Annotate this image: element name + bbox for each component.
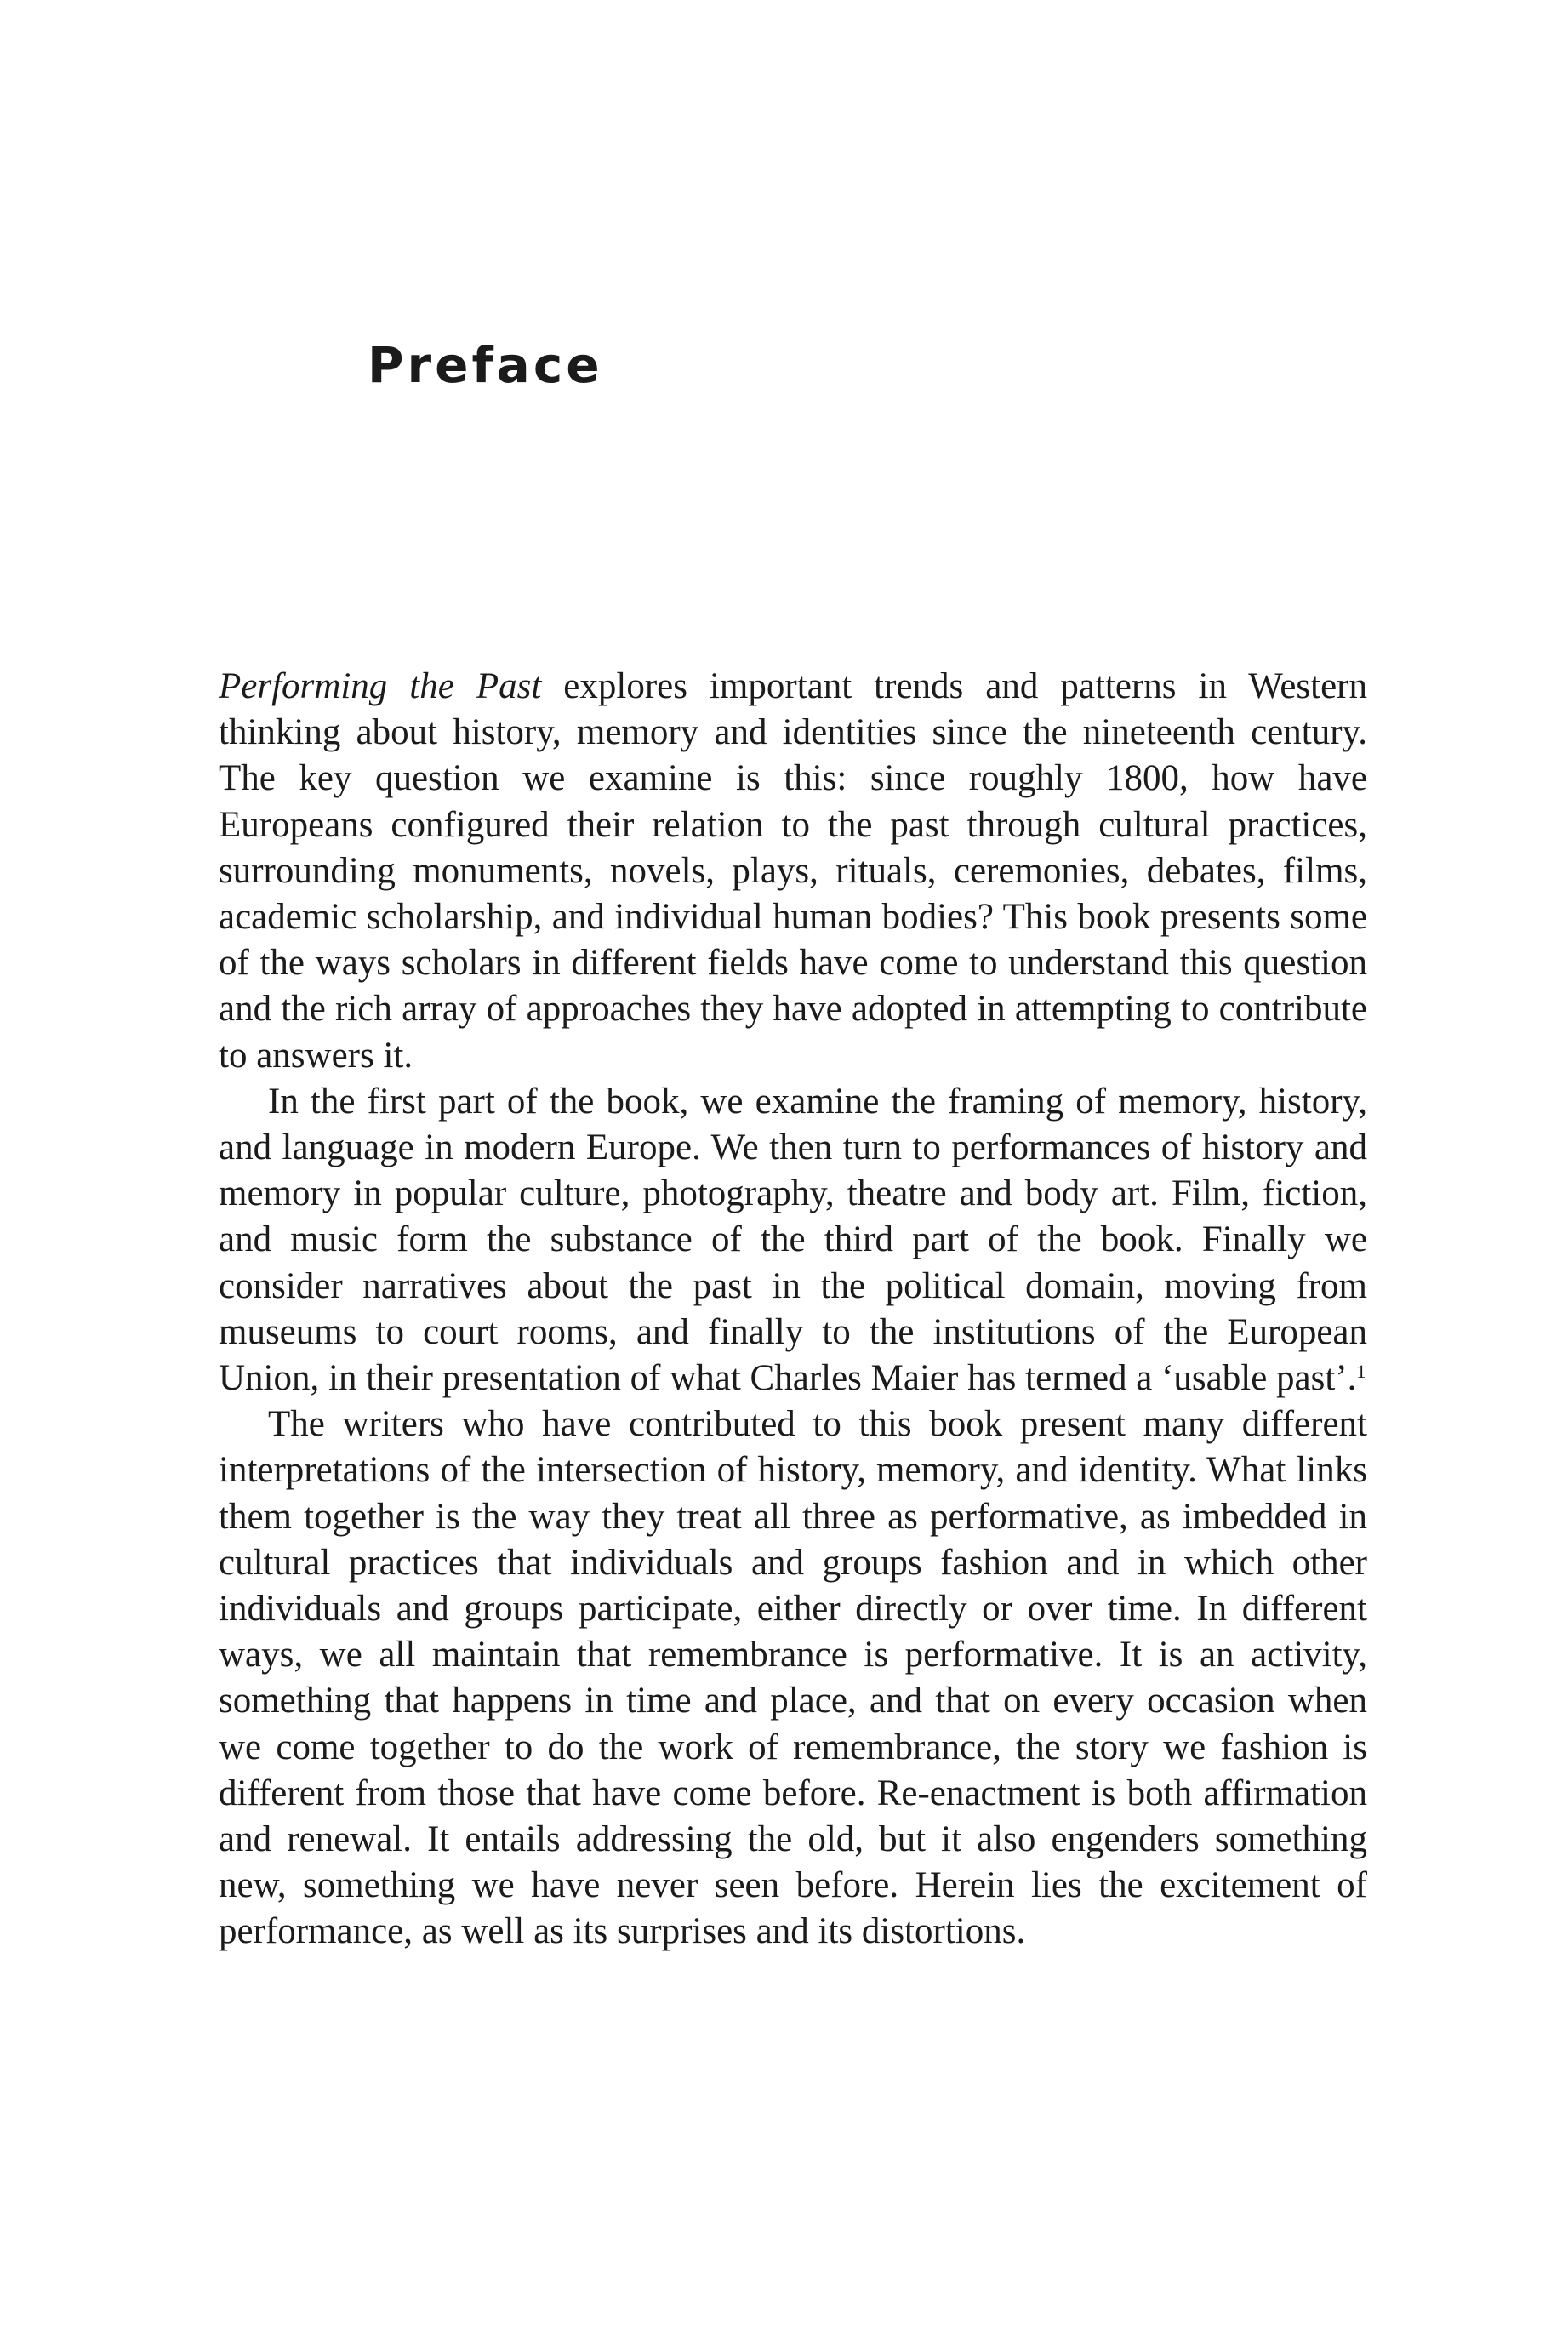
paragraph-1 [219, 664, 1367, 1079]
paragraph-3 [219, 1401, 1367, 1955]
paragraph-2-text: In the first part of the book, we examine the framing of memory, history, and language in modern Europe. We then turn to performances of history and memory in popular culture, photography, theatre and body art. Film, fiction, and music form the substance of the third part of the book. Finally we consider narratives about the past in the political domain, moving from museums to court rooms, and finally to the institutions of the European Union, in their presentation of what Charles Maier has termed a ‘usable past’. [219, 1081, 1367, 1399]
paragraph-3-text: The writers who have contributed to this book present many different interpretations of the intersection of history, memory, and identity. What links them together is the way they treat all three as performative, as imbedded in cultural practices that individuals and groups fashion and in which other individuals and groups participate, either directly or over time. In different ways, we all maintain that remembrance is performative. It is an activity, something that happens in time and place, and that on every occasion when we come together to do the work of remembrance, the story we fashion is different from those that have come before. Re-enactment is both affirmation and renewal. It entails addressing the old, but it also engenders something new, something we have never seen before. Herein lies the excitement of performance, as well as its surprises and its distortions. [219, 1404, 1367, 1952]
book-title-italic: Performing the Past [219, 666, 542, 706]
page-title: Preface [368, 336, 603, 394]
paragraph-1-text: explores important trends and patterns in Western thinking about history, memory and identities since the nineteenth century. The key question we examine is this: since roughly 1800, how have Europeans configured their relation to the past through cultural practices, surrounding monuments, novels, plays, rituals, ceremonies, debates, films, academic scholarship, and individual human bodies? This book presents some of the ways scholars in different fields have come to understand this question and the rich array of approaches they have adopted in attempting to contribute to answers it. [219, 666, 1368, 1076]
preface-body [219, 664, 1367, 1955]
footnote-marker: 1 [1356, 1361, 1366, 1383]
paragraph-2 [219, 1079, 1367, 1401]
